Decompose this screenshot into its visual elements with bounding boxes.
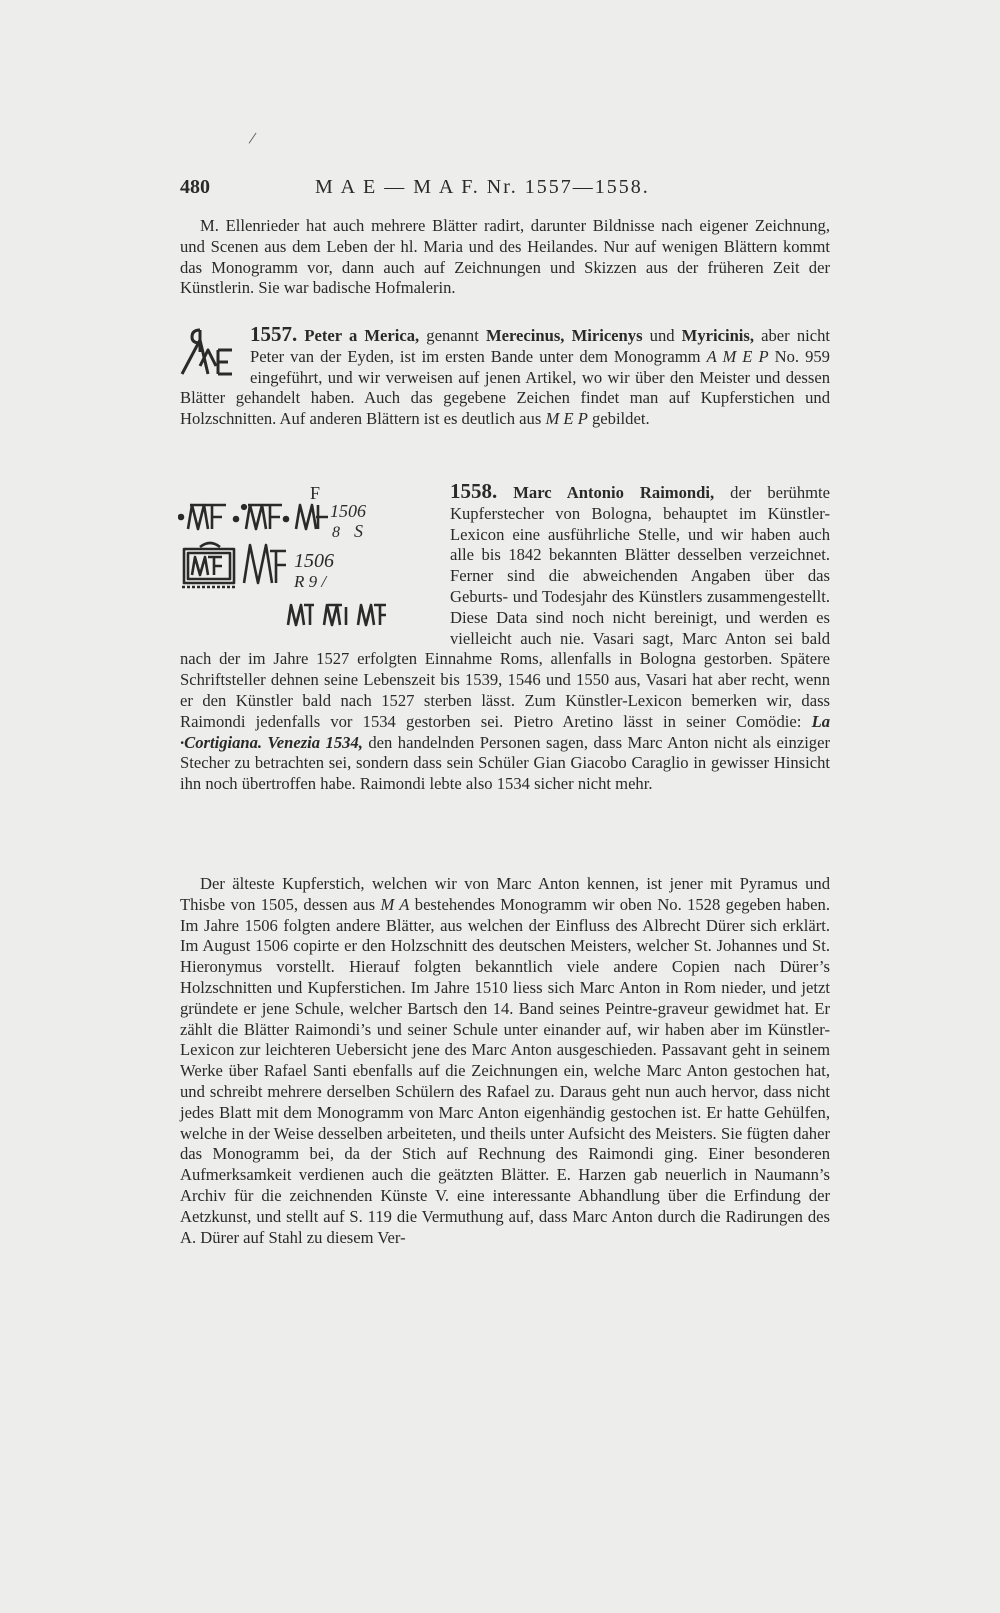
entry-1557-text: aber nicht Peter van der Eyden, ist im ersten Bande unter dem Monogramm: [250, 326, 831, 366]
entry-1557-alias2: Myricinis,: [681, 326, 755, 345]
monogram-label-8: 8: [332, 524, 340, 541]
entry-1558-text: den handelnden Personen sagen, dass Marc Anton nicht als einziger Stecher zu betrachten sei, sondern dass sein Schüler Gian Giacobo Caraglio in gewisser Hinsicht ihn noch übertroffen habe. Raimondi lebte also 1534 sicher nicht mehr.: [180, 732, 830, 794]
entry-1558-play-title: La ·Cortigiana. Venezia 1534,: [180, 711, 830, 752]
monogram-label-s: S: [354, 521, 363, 541]
entry-1557-text: und: [642, 326, 682, 345]
entry-1557-monogram-ref: M E P: [545, 409, 588, 429]
entry-1558-name: Marc Antonio Raimondi,: [513, 483, 715, 502]
entry-1557-number: 1557.: [250, 322, 298, 346]
entry-1558-number: 1558.: [450, 479, 498, 503]
main-monogram-ref: M A: [380, 894, 410, 914]
entry-1557-text: No. 959 eingeführt, und wir verweisen auf jenen Artikel, wo wir über den Meister und dessen Blätter gehandelt haben. Auch das gegebene Zeichen findet man auf Kupferstichen und Holzschnitten. Auf anderen Blättern ist es deutlich aus: [180, 346, 830, 429]
entry-1557-name: Peter a Merica,: [304, 326, 420, 345]
intro-paragraph: [180, 216, 830, 299]
monogram-amep-image: [178, 326, 238, 378]
running-header: [180, 176, 830, 202]
entry-1557-alias: Merecinus, Miricenys: [485, 326, 643, 345]
monogram-label-f: F: [310, 487, 321, 503]
intro-text: M. Ellenrieder hat auch mehrere Blätter radirt, darunter Bildnisse nach eigener Zeichnung, und Scenen aus dem Leben der hl. Maria und des Heilandes. Nur auf wenigen Blättern kommt das Monogramm vor, dann auch auf Zeichnungen und Skizzen aus der früheren Zeit der Künstlerin. Sie war badische Hofmalerin.: [180, 216, 830, 298]
entry-1558: [180, 481, 830, 795]
stray-ink-mark: /: [247, 127, 258, 149]
monogram-label-year-b: 1506: [294, 550, 334, 572]
main-text: Der älteste Kupferstich, welchen wir von Marc Anton kennen, ist jener mit Pyramus und Thisbe von 1505, dessen aus: [180, 874, 830, 914]
running-title: M A E — M A F. Nr. 1557—1558.: [315, 176, 650, 198]
monogram-label-year-a: 1506: [330, 501, 366, 521]
entry-1557-monogram-ref: A M E P: [706, 346, 769, 366]
page-number: 480: [180, 176, 210, 198]
main-text: bestehendes Monogramm wir oben No. 1528 gegeben haben. Im Jahre 1506 folgten andere Blätter, aus welchen der Einfluss des Albrecht Dürer sich erklärt. Im August 1506 copirte er den Holzschnitt des deutschen Meisters, welcher St. Johannes und St. Hieronymus vorstellt. Hierauf folgten bekanntlich viele andere Copien nach Dürer’s Holzschnitten und Kupferstichen. Im Jahre 1510 liess sich Marc Anton in Rom nieder, und jetzt gründete er jene Schule, welcher Bartsch den 14. Band seines Peintre-graveur gewidmet hat. Er zählt die Blätter Raimondi’s und seiner Schule unter einander auf, wir haben aber im Künstler-Lexicon zur leichteren Uebersicht jene des Marc Anton ausgeschieden. Passavant geht in seinem Werke über Rafael Santi ebenfalls auf die Zeichnungen ein, welche Marc Anton gestochen hat, und schreibt mehrere derselben Schülern des Rafael zu. Daraus geht nun auch hervor, dass nicht jedes Blatt mit dem Monogramm von Marc Anton eigenhändig gestochen ist. Er hatte Gehülfen, welche in der Weise desselben arbeiteten, und theils unter Aufsicht des Meisters. Sie fügten daher das Monogramm bei, da der Stich auf Rechnung des Raimondi ging. Einer besonderen Aufmerksamkeit verdienen auch die geätzten Blätter. E. Harzen gab neuerlich in Naumann’s Archiv für die zeichnenden Künste V. eine interessante Abhandlung über die Erfindung der Aetzkunst, und stellt auf S. 119 die Vermuthung auf, dass Marc Anton durch die Radirungen des A. Dürer auf Stahl zu diesem Ver-: [180, 894, 830, 1247]
entry-1557-text: gebildet.: [587, 409, 650, 429]
entry-1557-text: genannt: [419, 326, 486, 345]
monogram-label-r9: R 9 /: [294, 572, 327, 591]
entry-1558-text: der berühmte Kupferstecher von Bologna, behauptet im Künstler-Lexicon eine ausführliche Stelle, und wir haben auch alle bis 1842 bekannten Blätter desselben verzeichnet. Ferner sind die abweichenden Angaben über das Geburts- und Todesjahr des Künstlers zusammengestellt. Diese Data sind noch nicht bereinigt, und werden es vielleicht auch nie. Vasari sagt, Marc Anton sei bald nach der im Jahre 1527 erfolgten Einnahme Roms, allenfalls in Bologna gestorben. Spätere Schriftsteller dehnen seine Lebenszeit bis 1539, 1546 und 1550 aus, Vasari hat aber recht, wenn er den Künstler bald nach 1527 sterben lässt. Zum Künstler-Lexicon bemerken wir, dass Raimondi jedenfalls vor 1534 gestorben sei. Pietro Aretino lässt in seiner Comödie:: [180, 483, 830, 731]
main-paragraph: [180, 874, 830, 1248]
entry-1557: [180, 324, 830, 430]
raimondi-monograms-image: [178, 487, 440, 629]
